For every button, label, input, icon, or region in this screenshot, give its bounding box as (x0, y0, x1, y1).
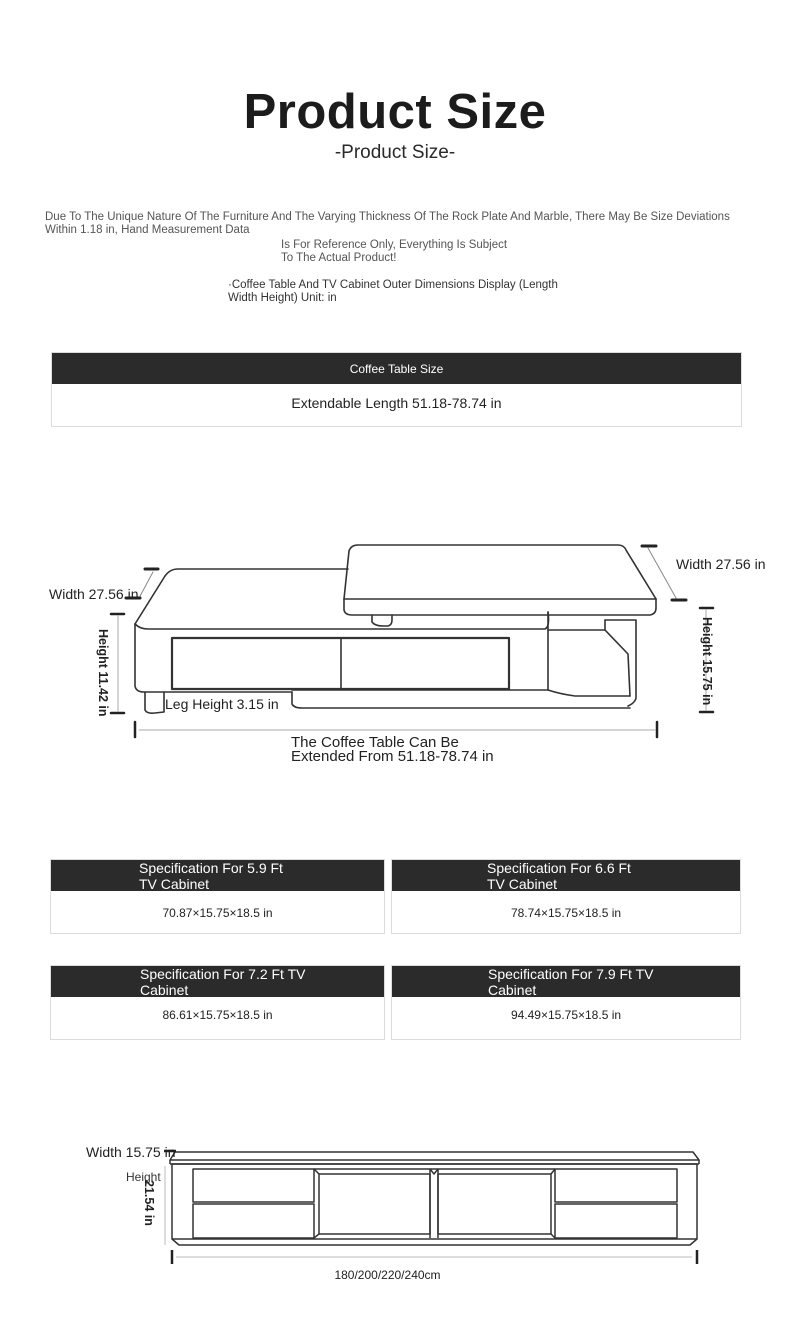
tv-spec-header (392, 860, 740, 891)
page-title: Product Size (243, 85, 547, 139)
coffee-table-width-left-label: Width 27.56 in (49, 586, 139, 602)
coffee-table-height-left-label: Height 11.42 in (96, 629, 110, 717)
tv-width-label: Width 15.75 in (86, 1144, 176, 1160)
tv-spec-table-5-9 (50, 859, 385, 934)
tv-spec-table-7-9 (391, 965, 741, 1040)
coffee-table-width-right-label: Width 27.56 in (676, 556, 766, 572)
tv-spec-value: 70.87×15.75×18.5 in (162, 906, 273, 920)
tv-spec-table-6-6 (391, 859, 741, 934)
tv-height-word: Height (126, 1170, 161, 1184)
tv-spec-header (51, 860, 384, 891)
tv-spec-table-7-2 (50, 965, 385, 1040)
leg-height-label: Leg Height 3.15 in (165, 696, 279, 712)
coffee-table-size-value: Extendable Length 51.18-78.74 in (291, 395, 502, 411)
tv-spec-value: 94.49×15.75×18.5 in (510, 1008, 622, 1022)
tv-spec-value: 78.74×15.75×18.5 in (510, 906, 622, 920)
tv-length-label: 180/200/220/240cm (334, 1268, 441, 1282)
reference-notice: Is For Reference Only, Everything Is Subject To The Actual Product! (281, 239, 508, 264)
page-subtitle: -Product Size- (334, 142, 456, 163)
size-deviation-notice: Due To The Unique Nature Of The Furniture And The Varying Thickness Of The Rock Plate And Marble, There May Be Size Deviations Within 1.18 in, Hand Measurement Data (45, 211, 730, 236)
tv-spec-header (51, 966, 384, 997)
tv-spec-header-label: Specification For 7.9 Ft TV Cabinet (488, 966, 654, 998)
tv-spec-header (392, 966, 740, 997)
extension-caption: The Coffee Table Can Be Extended From 51.18-78.74 in (291, 734, 494, 765)
coffee-table-size-header (52, 353, 741, 384)
dimension-display-note: ·Coffee Table And TV Cabinet Outer Dimensions Display (Length Width Height) Unit: in (228, 279, 558, 304)
coffee-table-size-header-label: Coffee Table Size (349, 362, 444, 376)
coffee-table-height-right-label: Height 15.75 in (700, 617, 714, 706)
tv-spec-header-label: Specification For 6.6 Ft TV Cabinet (487, 860, 631, 892)
tv-height-value: 21.54 in (142, 1180, 156, 1226)
tv-spec-header-label: Specification For 7.2 Ft TV Cabinet (140, 966, 306, 998)
coffee-table-size-table (51, 352, 742, 427)
tv-spec-value: 86.61×15.75×18.5 in (162, 1008, 273, 1022)
tv-spec-header-label: Specification For 5.9 Ft TV Cabinet (139, 860, 283, 892)
